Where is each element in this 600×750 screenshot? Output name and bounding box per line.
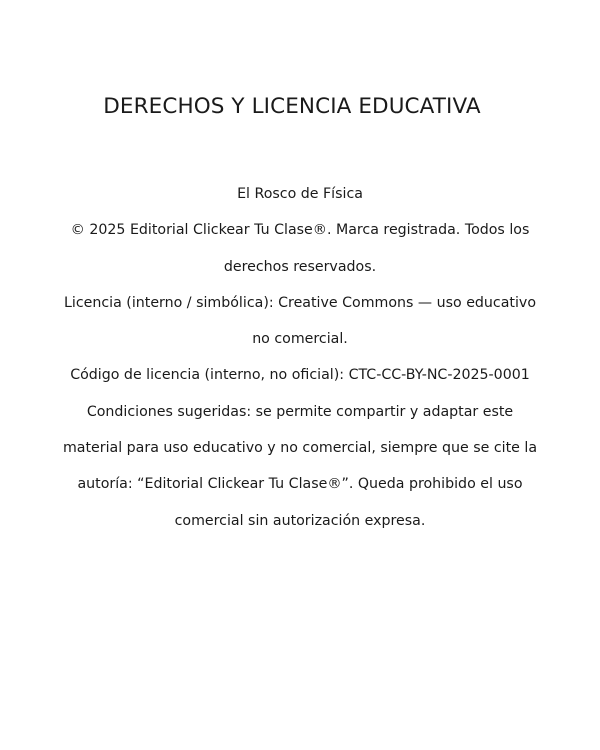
- copyright-line: © 2025 Editorial Clickear Tu Clase®. Marca registrada. Todos los: [70, 222, 530, 239]
- license-body: [60, 181, 540, 544]
- license-code: Código de licencia (interno, no oficial): CTC-CC-BY-NC-2025-0001: [70, 367, 530, 384]
- page-title: DERECHOS Y LICENCIA EDUCATIVA: [103, 94, 481, 119]
- conditions-line-2: material para uso educativo y no comercial, siempre que se cite la: [62, 440, 538, 457]
- license-line-cont: no comercial.: [252, 331, 348, 348]
- conditions-line-3: autoría: “Editorial Clickear Tu Clase®”. Queda prohibido el uso: [77, 476, 523, 493]
- conditions-line-4: comercial sin autorización expresa.: [174, 512, 426, 529]
- copyright-line-cont: derechos reservados.: [223, 258, 377, 275]
- conditions-line-1: Condiciones sugeridas: se permite compartir y adaptar este: [86, 403, 514, 420]
- product-name: El Rosco de Física: [237, 186, 363, 202]
- license-line: Licencia (interno / simbólica): Creative Commons — uso educativo: [63, 294, 537, 311]
